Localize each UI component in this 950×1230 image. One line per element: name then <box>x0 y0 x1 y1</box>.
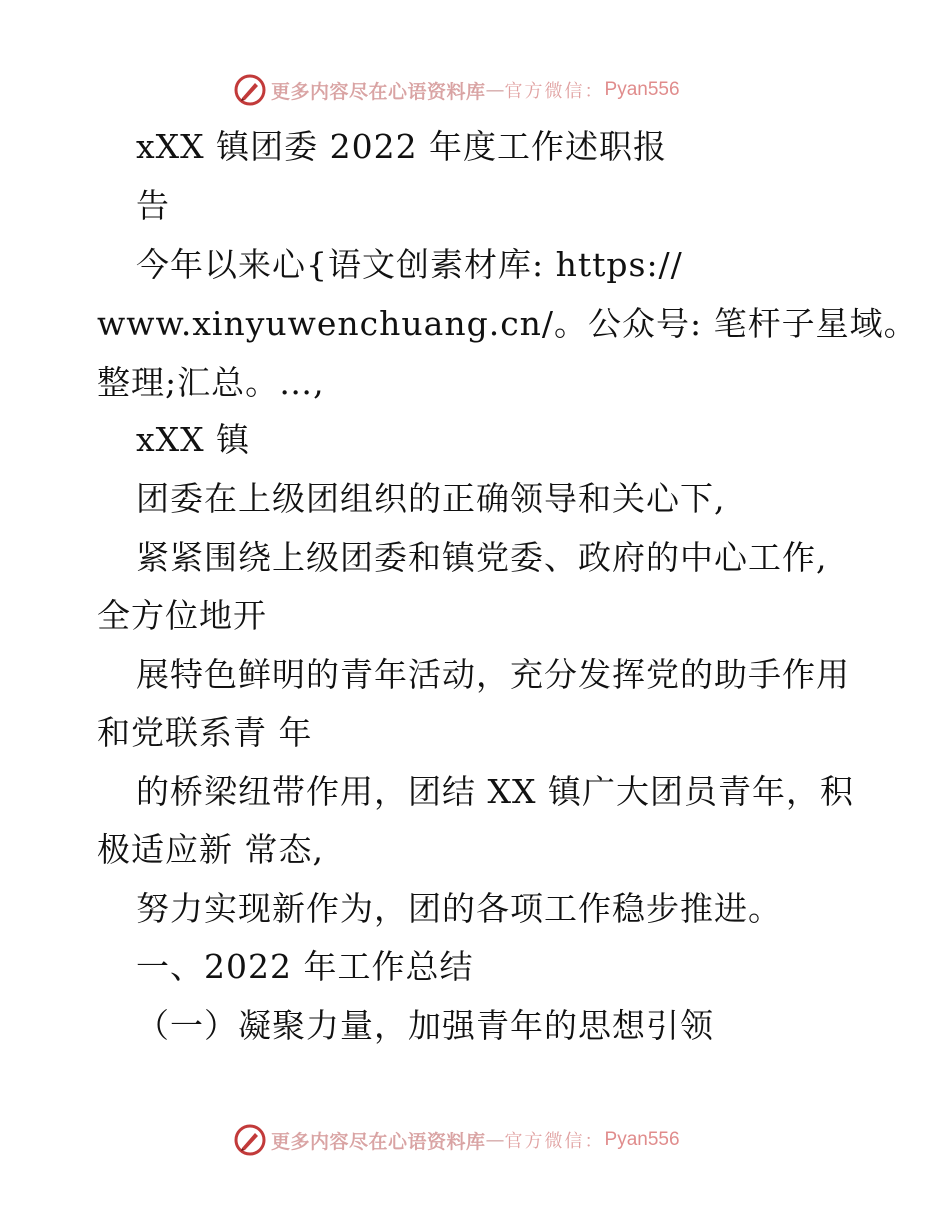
paragraph-line: 紧紧围绕上级团委和镇党委、政府的中心工作, <box>136 538 828 577</box>
watermark-label: 官方微信： <box>504 1131 605 1152</box>
paragraph-line: xXX 镇 <box>136 420 251 459</box>
paragraph-line: 的桥梁纽带作用，团结 XX 镇广大团员青年，积 <box>136 772 854 811</box>
pen-logo-icon <box>233 1123 267 1157</box>
watermark-text: 更多内容尽在心语资料库 <box>271 1130 486 1153</box>
paragraph-line: 展特色鲜明的青年活动，充分发挥党的助手作用 <box>136 655 850 694</box>
paragraph-line: 团委在上级团组织的正确领导和关心下, <box>136 479 726 518</box>
paragraph-line: 整理;汇总。…, <box>97 363 325 402</box>
watermark-banner-bottom <box>233 1122 680 1158</box>
paragraph-line: 极适应新 常态, <box>97 830 324 869</box>
paragraph-line: www.xinyuwenchuang.cn/。公众号: 笔杆子星域。 <box>97 304 918 343</box>
subsection-heading: （一）凝聚力量，加强青年的思想引领 <box>136 1006 714 1045</box>
watermark-banner-top <box>233 72 680 108</box>
watermark-text: 更多内容尽在心语资料库 <box>271 80 486 103</box>
title-line-1: xXX 镇团委 2022 年度工作述职报 <box>136 127 668 166</box>
pen-logo-icon <box>233 73 267 107</box>
title-line-2: 告 <box>136 186 170 225</box>
paragraph-line: 全方位地开 <box>97 596 267 635</box>
paragraph-line: 和党联系青 年 <box>97 713 313 752</box>
paragraph-line: 今年以来心{语文创素材库: https:// <box>136 245 683 284</box>
watermark-id: Pyan556 <box>604 1129 680 1150</box>
watermark-id: Pyan556 <box>604 79 680 100</box>
section-heading: 一、2022 年工作总结 <box>136 947 474 986</box>
watermark-separator: — <box>485 79 505 101</box>
watermark-separator: — <box>485 1129 505 1151</box>
watermark-label: 官方微信： <box>504 81 605 102</box>
paragraph-line: 努力实现新作为，团的各项工作稳步推进。 <box>136 889 782 928</box>
